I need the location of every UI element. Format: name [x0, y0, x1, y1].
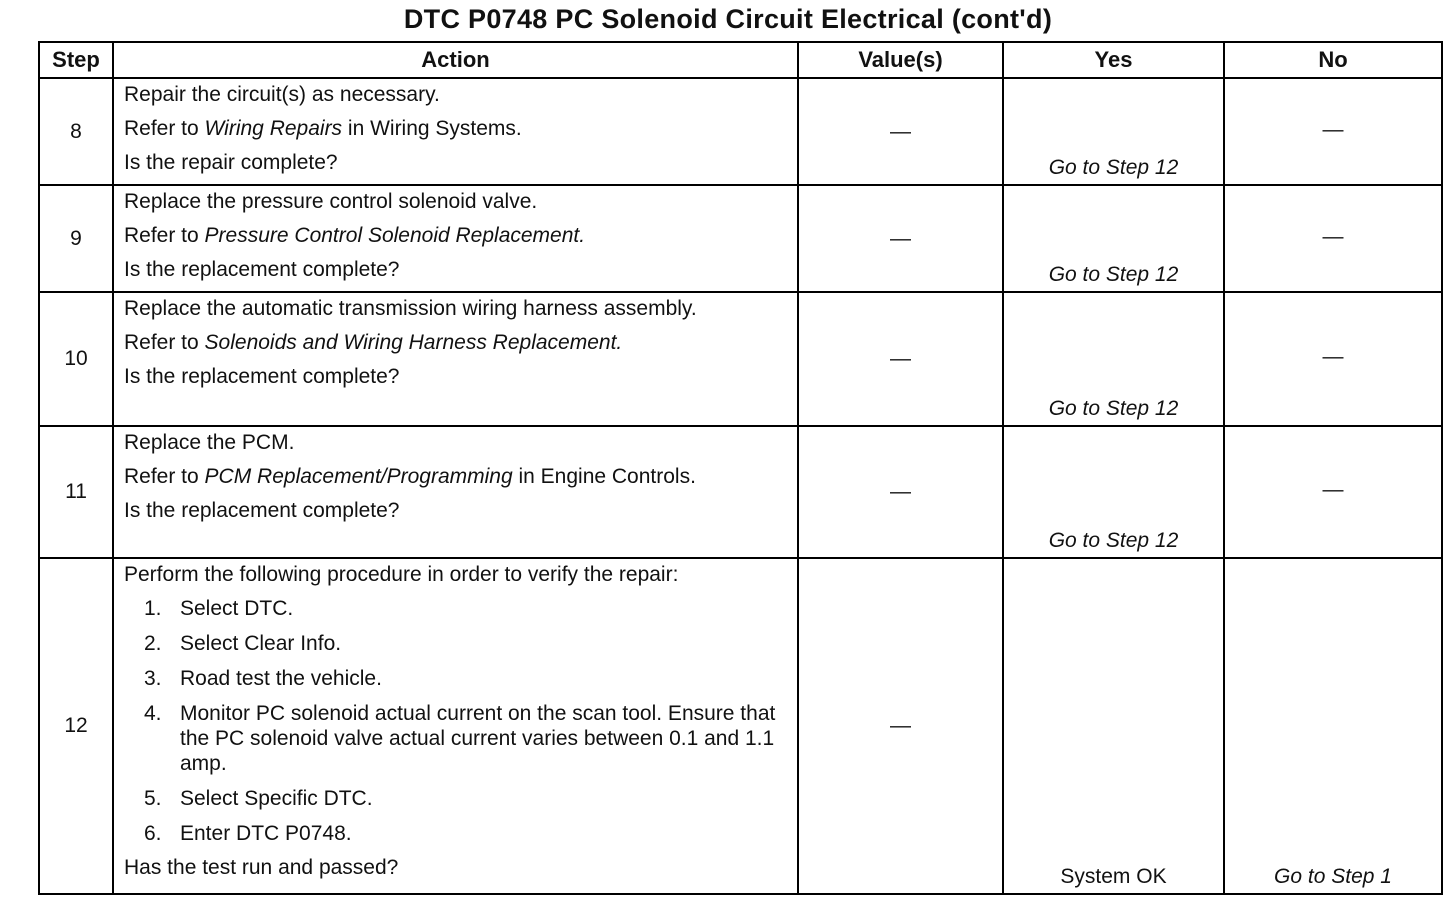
yes-goto: Go to Step 12	[1048, 263, 1179, 286]
yes-cell	[1003, 558, 1224, 894]
action-question: Has the test run and passed?	[124, 856, 399, 879]
list-item-number: 1.	[144, 597, 162, 620]
no-cell	[1224, 558, 1442, 894]
header-step: Step	[39, 42, 113, 78]
header-yes: Yes	[1003, 42, 1224, 78]
list-item-text: Road test the vehicle.	[180, 667, 382, 690]
action-cell	[113, 78, 798, 185]
value-cell	[798, 426, 1003, 558]
action-reference	[124, 116, 791, 141]
action-instruction: Replace the pressure control solenoid valve.	[124, 190, 538, 213]
table-row	[39, 185, 1442, 292]
empty-no-dash: —	[1322, 345, 1344, 368]
procedure-intro: Perform the following procedure in order to verify the repair:	[124, 563, 679, 586]
reference-link: PCM Replacement/Programming	[204, 465, 513, 488]
action-question: Is the replacement complete?	[124, 499, 400, 522]
list-item	[124, 596, 791, 621]
reference-link: Solenoids and Wiring Harness Replacement.	[204, 331, 623, 354]
yes-goto: Go to Step 12	[1048, 529, 1179, 552]
yes-goto: Go to Step 12	[1048, 156, 1179, 179]
refer-suffix: in Engine Controls.	[512, 465, 696, 488]
table-row	[39, 558, 1442, 894]
action-instruction: Replace the PCM.	[124, 431, 295, 454]
action-cell	[113, 426, 798, 558]
reference-link: Pressure Control Solenoid Replacement.	[204, 224, 586, 247]
yes-result: System OK	[1060, 865, 1167, 888]
procedure-list	[124, 596, 791, 846]
empty-value-dash: —	[890, 347, 911, 370]
empty-value-dash: —	[890, 226, 911, 250]
diagnostic-table	[38, 41, 1443, 895]
action-cell	[113, 292, 798, 426]
header-action: Action	[113, 42, 798, 78]
empty-value-dash: —	[890, 119, 911, 143]
header-row	[39, 42, 1442, 78]
page-title: DTC P0748 PC Solenoid Circuit Electrical (cont'd)	[403, 4, 1053, 34]
action-cell	[113, 185, 798, 292]
table-row	[39, 292, 1442, 426]
list-item-number: 5.	[144, 787, 162, 810]
action-reference	[124, 223, 791, 248]
list-item-number: 6.	[144, 822, 162, 845]
no-cell	[1224, 78, 1442, 185]
no-cell	[1224, 426, 1442, 558]
refer-prefix: Refer to	[124, 117, 205, 140]
list-item-number: 2.	[144, 632, 162, 655]
step-number: 8	[39, 78, 113, 185]
empty-no-dash: —	[1322, 478, 1344, 501]
action-cell	[113, 558, 798, 894]
list-item-text: Select Specific DTC.	[180, 787, 373, 810]
empty-value-dash: —	[890, 714, 911, 737]
refer-prefix: Refer to	[124, 465, 205, 488]
list-item-text: Select Clear Info.	[180, 632, 342, 655]
list-item-number: 3.	[144, 667, 162, 690]
list-item-text: Enter DTC P0748.	[180, 822, 352, 845]
yes-cell	[1003, 292, 1224, 426]
value-cell	[798, 78, 1003, 185]
list-item	[124, 631, 791, 656]
value-cell	[798, 292, 1003, 426]
step-number: 10	[39, 292, 113, 426]
list-item	[124, 786, 791, 811]
header-no: No	[1224, 42, 1442, 78]
step-number: 9	[39, 185, 113, 292]
empty-no-dash: —	[1322, 117, 1344, 141]
action-question: Is the replacement complete?	[124, 258, 400, 281]
no-cell	[1224, 292, 1442, 426]
step-number: 11	[39, 426, 113, 558]
value-cell	[798, 558, 1003, 894]
list-item	[124, 666, 791, 691]
empty-no-dash: —	[1322, 224, 1344, 248]
no-goto: Go to Step 1	[1274, 865, 1392, 888]
refer-suffix: in Wiring Systems.	[342, 117, 522, 140]
table-row	[39, 78, 1442, 185]
action-question: Is the repair complete?	[124, 151, 338, 174]
action-reference	[124, 330, 791, 355]
action-question: Is the replacement complete?	[124, 365, 400, 388]
yes-goto: Go to Step 12	[1048, 397, 1179, 420]
list-item	[124, 701, 791, 776]
action-reference	[124, 464, 791, 489]
yes-cell	[1003, 185, 1224, 292]
value-cell	[798, 185, 1003, 292]
list-item-text: Monitor PC solenoid actual current on the scan tool. Ensure that the PC solenoid valve actual current varies between 0.1 and 1.1 amp.	[180, 702, 776, 775]
action-instruction: Replace the automatic transmission wiring harness assembly.	[124, 297, 697, 320]
reference-link: Wiring Repairs	[204, 117, 343, 140]
table-row	[39, 426, 1442, 558]
refer-prefix: Refer to	[124, 331, 205, 354]
yes-cell	[1003, 78, 1224, 185]
list-item-text: Select DTC.	[180, 597, 294, 620]
list-item-number: 4.	[144, 702, 162, 725]
refer-prefix: Refer to	[124, 224, 205, 247]
list-item	[124, 821, 791, 846]
step-number: 12	[39, 558, 113, 894]
action-instruction: Repair the circuit(s) as necessary.	[124, 83, 440, 106]
empty-value-dash: —	[890, 480, 911, 503]
no-cell	[1224, 185, 1442, 292]
yes-cell	[1003, 426, 1224, 558]
header-values: Value(s)	[798, 42, 1003, 78]
